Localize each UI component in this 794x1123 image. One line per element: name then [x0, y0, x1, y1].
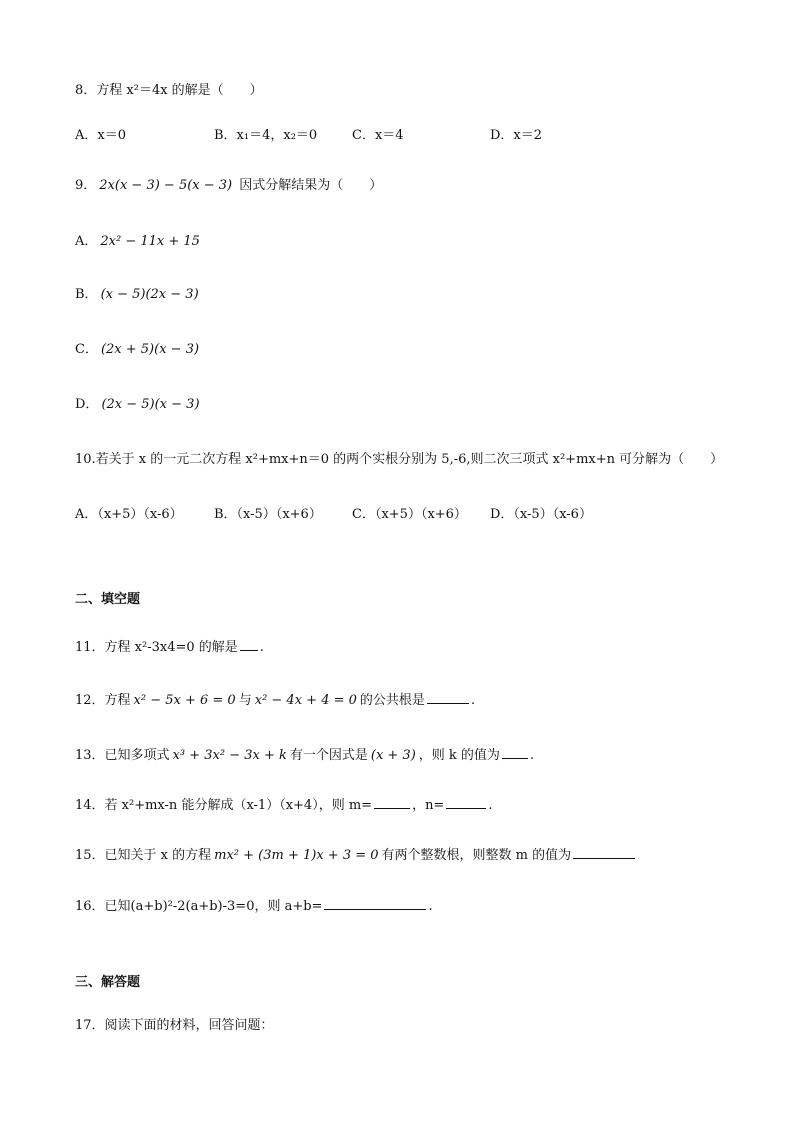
question-9-stem	[75, 177, 382, 195]
question-10-option-b: B．（x-5）（x+6）	[214, 507, 322, 522]
answer-blank	[573, 846, 635, 859]
question-9-option-b: B． (x − 5)(2x − 3)	[75, 287, 199, 302]
question-17: 17．阅读下面的材料，回答问题：	[75, 1018, 274, 1033]
question-12: 12．方程 x² − 5x + 6 = 0 与 x² − 4x + 4 = 0 的公共根是 .	[75, 693, 476, 708]
question-10-option-a: A．（x+5）（x-6）	[75, 507, 183, 522]
answer-blank	[240, 638, 258, 651]
section-fill-in-title: 二、填空题	[75, 592, 141, 607]
answer-blank	[446, 796, 486, 809]
answer-blank	[502, 746, 528, 759]
question-15: 15．已知关于 x 的方程 mx² + (3m + 1)x + 3 = 0 有两个整数根，则整数 m 的值为	[75, 846, 637, 865]
question-9-option-a: A． 2x² − 11x + 15	[75, 234, 200, 249]
question-8-option-b: B．x₁＝4，x₂＝0	[214, 128, 318, 143]
question-9-option-c: C． (2x + 5)(x − 3)	[75, 342, 200, 357]
question-16: 16．已知(a+b)²-2(a+b)-3=0，则 a+b= .	[75, 899, 433, 914]
question-8-stem: 8．方程 x²＝4x 的解是（ ）	[75, 83, 263, 98]
question-13: 13．已知多项式 x³ + 3x² − 3x + k 有一个因式是 (x + 3) ，则 k 的值为 .	[75, 748, 535, 763]
question-10-option-d: D．（x-5）（x-6）	[490, 507, 592, 522]
question-9-option-d: D． (2x − 5)(x − 3)	[75, 397, 200, 412]
question-10-option-c: C．（x+5）（x+6）	[352, 507, 467, 522]
answer-blank	[324, 897, 426, 910]
question-14: 14．若 x²+mx-n 能分解成（x-1）（x+4），则 m= ，n= .	[75, 798, 493, 813]
question-11: 11．方程 x²-3x4=0 的解是 .	[75, 640, 264, 655]
section-answer-title: 三、解答题	[75, 975, 141, 990]
question-8-option-d: D．x＝2	[490, 128, 543, 143]
question-8-option-c: C．x＝4	[352, 128, 404, 143]
question-9-number: 9．	[75, 178, 97, 193]
question-9-tail: 因式分解结果为（ ）	[239, 178, 383, 193]
question-9-expression: 2x(x − 3) − 5(x − 3)	[99, 178, 233, 193]
answer-blank	[427, 691, 469, 704]
question-8-option-a: A．x＝0	[75, 128, 126, 143]
question-10-stem: 10.若关于 x 的一元二次方程 x²+mx+n＝0 的两个实根分别为 5,-6,则二次三项式 x²+mx+n 可分解为（ ）	[75, 452, 724, 467]
answer-blank	[374, 796, 410, 809]
